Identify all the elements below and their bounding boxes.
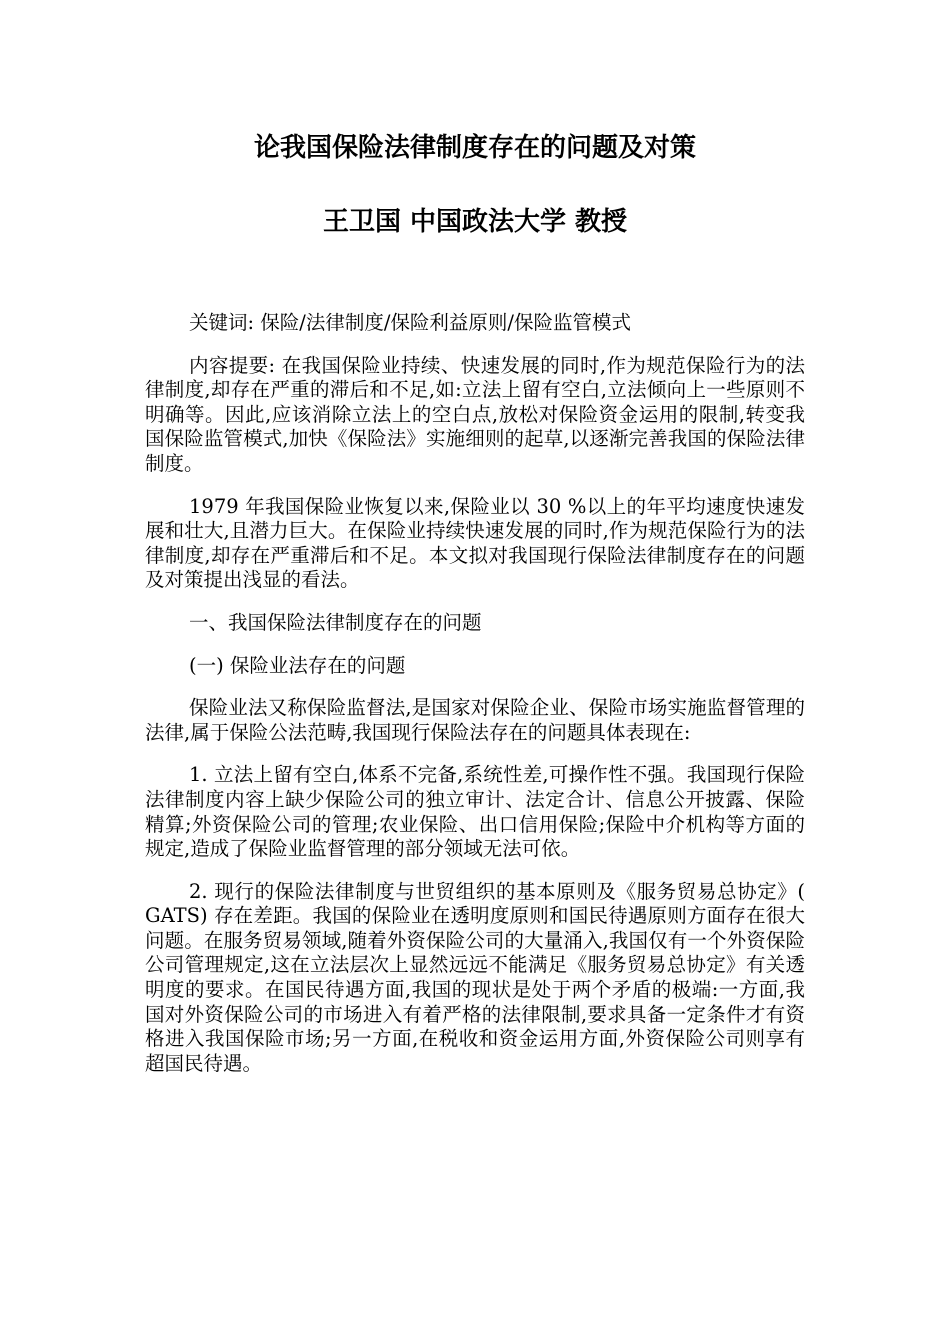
abstract-paragraph: 内容提要: 在我国保险业持续、快速发展的同时,作为规范保险行为的法律制度,却存在严重的滞后和不足,如:立法上留有空白,立法倾向上一些原则不明确等。因此,应该消除立法上的空白点,放松对保险资金运用的限制,转变我国保险监管模式,加快《保险法》实施细则的起草,以逐渐完善我国的保险法律制度。 <box>145 353 805 475</box>
subsection-heading: (一) 保险业法存在的问题 <box>189 653 406 677</box>
document-title: 论我国保险法律制度存在的问题及对策 <box>253 133 696 163</box>
body-paragraph: 保险业法又称保险监督法,是国家对保险企业、保险市场实施监督管理的法律,属于保险公法范畴,我国现行保险法存在的问题具体表现在: <box>145 696 805 744</box>
document-body <box>145 311 805 1094</box>
list-item-2: 2. 现行的保险法律制度与世贸组织的基本原则及《服务贸易总协定》( GATS) 存在差距。我国的保险业在透明度原则和国民待遇原则方面存在很大问题。在服务贸易领域,随着外资保险公司的大量涌入,我国仅有一个外资保险公司管理规定,这在立法层次上显然远远不能满足《服务贸易总协定》有关透明度的要求。在国民待遇方面,我国的现状是处于两个矛盾的极端:一方面,我国对外资保险公司的市场进入有着严格的法律限制,要求具备一定条件才有资格进入我国保险市场;另一方面,在税收和资金运用方面,外资保险公司则享有超国民待遇。 <box>145 879 805 1075</box>
author-line: 王卫国 中国政法大学 教授 <box>322 207 628 237</box>
intro-paragraph: 1979 年我国保险业恢复以来,保险业以 30 %以上的年平均速度快速发展和壮大,且潜力巨大。在保险业持续快速发展的同时,作为规范保险行为的法律制度,却存在严重滞后和不足。本文拟对我国现行保险法律制度存在的问题及对策提出浅显的看法。 <box>145 494 805 592</box>
list-item-1: 1. 立法上留有空白,体系不完备,系统性差,可操作性不强。我国现行保险法律制度内容上缺少保险公司的独立审计、法定合计、信息公开披露、保险精算;外资保险公司的管理;农业保险、出口信用保险;保险中介机构等方面的规定,造成了保险业监督管理的部分领域无法可依。 <box>145 763 805 861</box>
section-heading: 一、我国保险法律制度存在的问题 <box>189 610 482 634</box>
keywords-paragraph: 关键词: 保险/法律制度/保险利益原则/保险监管模式 <box>189 311 631 334</box>
